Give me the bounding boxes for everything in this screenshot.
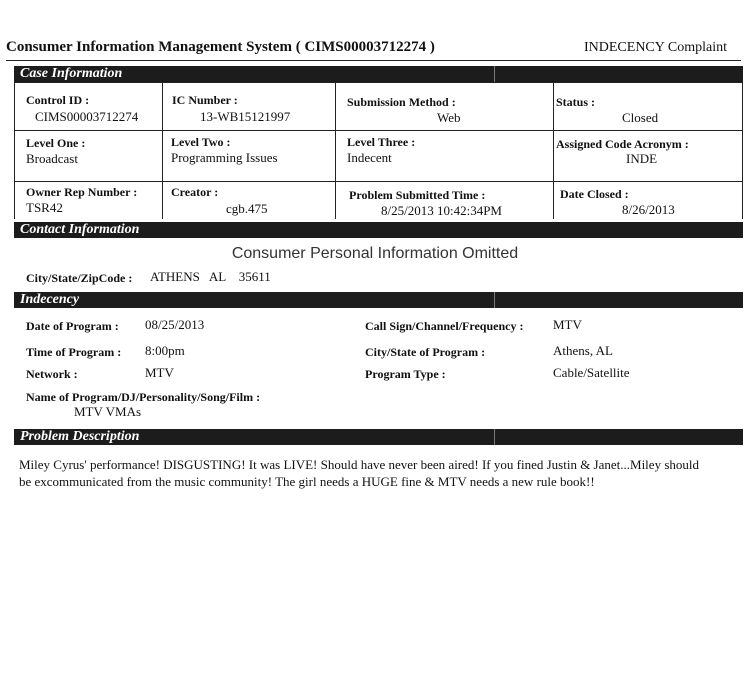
owner-rep-value: TSR42: [26, 200, 63, 215]
submission-method-value: Web: [437, 110, 461, 125]
call-sign-label: Call Sign/Channel/Frequency :: [365, 319, 524, 333]
indecency-header: [14, 292, 743, 308]
call-sign-value: MTV: [553, 317, 582, 332]
creator-value: cgb.475: [226, 201, 268, 216]
program-name-label: Name of Program/DJ/Personality/Song/Film :: [26, 390, 261, 404]
owner-rep-label: Owner Rep Number :: [26, 185, 138, 199]
problem-description-title: Problem Description: [20, 429, 140, 444]
assigned-code-label: Assigned Code Acronym :: [556, 137, 689, 151]
network-value: MTV: [145, 365, 174, 380]
grid-line: [335, 82, 336, 219]
indecency-title: Indecency: [20, 292, 80, 307]
header-divider: [6, 60, 741, 61]
grid-line: [15, 181, 742, 182]
control-id-label: Control ID :: [26, 93, 90, 107]
program-name-value: MTV VMAs: [74, 404, 142, 419]
creator-label: Creator :: [171, 185, 219, 199]
level-one-value: Broadcast: [26, 151, 78, 166]
city-state-zip-value: ATHENS AL 35611: [150, 269, 271, 284]
date-closed-value: 8/26/2013: [622, 202, 675, 217]
grid-line: [553, 82, 554, 219]
status-label: Status :: [556, 95, 596, 109]
problem-submitted-value: 8/25/2013 10:42:34PM: [381, 203, 502, 218]
problem-description-header: [14, 429, 743, 445]
grid-line: [162, 82, 163, 219]
ic-number-label: IC Number :: [172, 93, 238, 107]
time-of-program-label: Time of Program :: [26, 345, 122, 359]
grid-line: [15, 130, 742, 131]
bar-divider: [494, 292, 495, 308]
bar-divider: [494, 66, 495, 82]
date-of-program-value: 08/25/2013: [145, 317, 205, 332]
level-one-label: Level One :: [26, 136, 86, 150]
problem-submitted-label: Problem Submitted Time :: [349, 188, 486, 202]
date-of-program-label: Date of Program :: [26, 319, 119, 333]
bar-divider: [494, 429, 495, 445]
case-information-title: Case Information: [20, 66, 123, 81]
city-state-zip-label: City/State/ZipCode :: [26, 271, 133, 285]
program-type-value: Cable/Satellite: [553, 365, 630, 380]
level-two-label: Level Two :: [171, 135, 231, 149]
complaint-type: INDECENCY Complaint: [584, 40, 727, 55]
submission-method-label: Submission Method :: [347, 95, 456, 109]
network-label: Network :: [26, 367, 78, 381]
assigned-code-value: INDE: [626, 151, 658, 166]
date-closed-label: Date Closed :: [560, 187, 629, 201]
document-title: Consumer Information Management System ( CIMS00003712274 ): [6, 39, 435, 55]
level-three-label: Level Three :: [347, 135, 416, 149]
time-of-program-value: 8:00pm: [145, 343, 185, 358]
control-id-value: CIMS00003712274: [35, 109, 139, 124]
city-state-program-label: City/State of Program :: [365, 345, 486, 359]
personal-info-omitted-notice: Consumer Personal Information Omitted: [231, 245, 519, 262]
grid-line: [15, 82, 742, 83]
level-three-value: Indecent: [347, 150, 392, 165]
case-information-header: [14, 66, 743, 82]
program-type-label: Program Type :: [365, 367, 446, 381]
level-two-value: Programming Issues: [171, 150, 278, 165]
contact-information-header: [14, 222, 743, 238]
problem-description-text: Miley Cyrus' performance! DISGUSTING! It was LIVE! Should have never been aired! If you fined Justin & Janet...Miley should be excommunicated from the music community! The girl needs a HUGE fine & MTV needs a new rule book!!: [19, 457, 699, 489]
city-state-program-value: Athens, AL: [553, 343, 613, 358]
status-value: Closed: [622, 110, 659, 125]
ic-number-value: 13-WB15121997: [200, 109, 291, 124]
contact-information-title: Contact Information: [20, 222, 140, 237]
